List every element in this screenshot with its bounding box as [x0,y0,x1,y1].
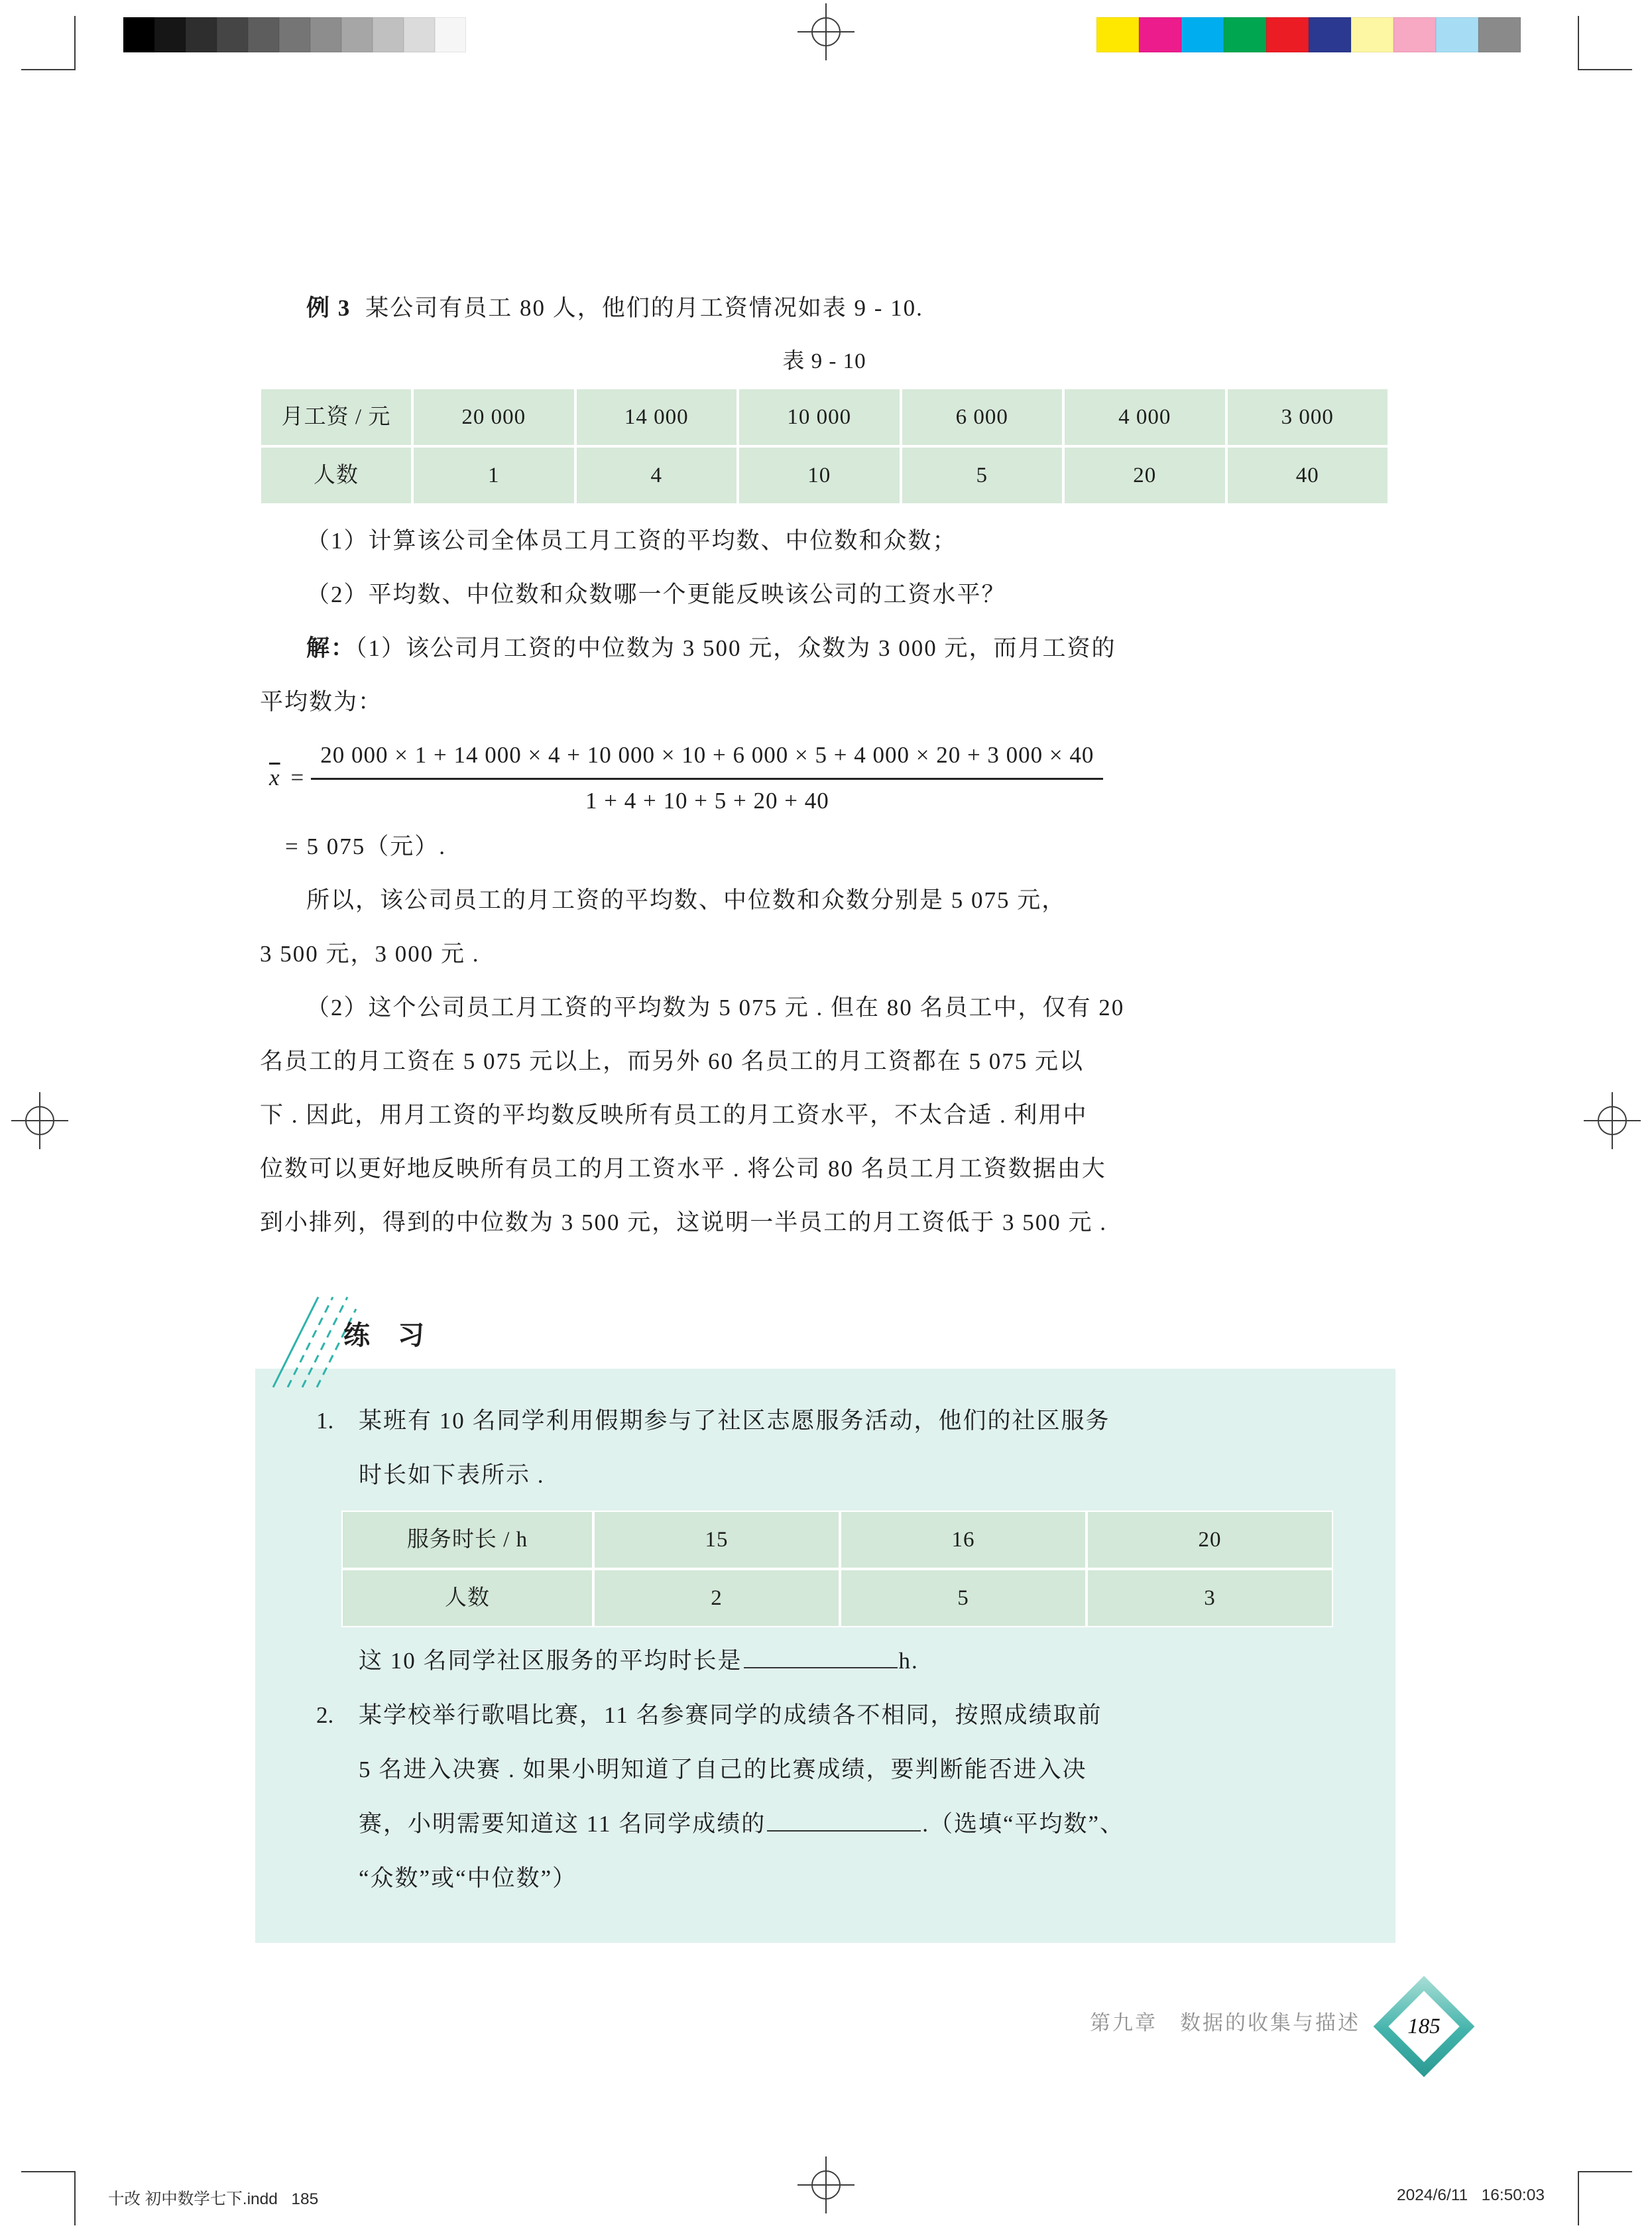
table-cell: 月工资 / 元 [260,388,412,446]
registration-circle [1598,1106,1627,1135]
table-cell: 4 [575,446,738,505]
item2-line-2: 5 名进入决赛 . 如果小明知道了自己的比赛成绩，要判断能否进入决 [359,1756,1087,1782]
conclusion-line-1: 所以，该公司员工的月工资的平均数、中位数和众数分别是 5 075 元， [306,887,1067,913]
table-cell: 6 000 [901,388,1064,446]
exercise-section-header [269,1284,1389,1369]
exercise-title: 练 习 [343,1320,435,1350]
color-swatch [1266,17,1309,52]
table-cell: 16 [840,1511,1087,1569]
registration-circle [811,2170,841,2200]
item2-line-4: “众数”或“中位数”） [359,1865,577,1891]
table-cell: 20 000 [412,388,575,446]
chapter-footer: 第九章 数据的收集与描述 [1090,2011,1360,2034]
item1-fill-line [316,1634,1395,1688]
color-swatch [1139,17,1181,52]
color-swatch [404,17,435,52]
color-swatch [341,17,373,52]
table-cell: 人数 [260,446,412,505]
crop-mark-top-left [21,16,76,70]
exercise-box [255,1369,1395,1943]
registration-mark-left [11,1092,68,1149]
equals-sign: = [290,765,305,791]
fill-in-blank [744,1644,898,1668]
print-imprint-timestamp: 2024/6/11 16:50:03 [1397,2186,1545,2204]
crop-mark-bottom-left [21,2171,76,2225]
crop-mark-bottom-right [1578,2171,1632,2225]
item2-fill-after: .（选填“平均数”、 [922,1810,1125,1837]
solution-line-1 [260,621,1389,675]
table-cell: 3 000 [1226,388,1389,446]
item1-text: 某班有 10 名同学利用假期参与了社区志愿服务活动，他们的社区服务 [359,1407,1110,1434]
table-cell: 4 000 [1063,388,1226,446]
color-calibration-bar [1096,17,1521,52]
formula-result: = 5 075（元）. [285,833,446,859]
table-cell: 5 [901,446,1064,505]
example-intro: 某公司有员工 80 人，他们的月工资情况如表 9 - 10. [365,295,923,321]
item1-fill-before: 这 10 名同学社区服务的平均时长是 [359,1647,742,1674]
solution-label: 解： [306,635,356,661]
color-swatch [1224,17,1266,52]
table-cell: 15 [593,1511,840,1569]
page-content [260,281,1389,1943]
part2-line-4: 位数可以更好地反映所有员工的月工资水平 . 将公司 80 名员工月工资数据由大 [260,1155,1106,1182]
registration-circle [25,1106,54,1135]
fill-in-blank [767,1807,921,1832]
part2-line-2: 名员工的月工资在 5 075 元以上，而另外 60 名员工的月工资都在 5 075 元以 [260,1048,1085,1074]
table-cell: 40 [1226,446,1389,505]
color-swatch [123,17,154,52]
color-swatch [154,17,186,52]
exercise-item-2 [255,1688,1395,1906]
fraction [311,741,1103,816]
table-cell: 3 [1087,1569,1333,1627]
salary-table [260,388,1389,505]
item2-fill-before: 赛，小明需要知道这 11 名同学成绩的 [359,1810,766,1837]
registration-mark-bottom [797,2156,855,2213]
table-cell: 服务时长 / h [341,1511,593,1569]
color-swatch [1309,17,1351,52]
conclusion-line-2: 3 500 元，3 000 元 . [260,940,480,967]
color-swatch [1181,17,1224,52]
table-cell: 10 000 [738,388,901,446]
part2-line-1: （2）这个公司员工月工资的平均数为 5 075 元 . 但在 80 名员工中，仅有 20 [306,994,1125,1021]
item1-number: 1. [316,1407,334,1434]
question-2: （2）平均数、中位数和众数哪一个更能反映该公司的工资水平？ [306,582,1006,607]
color-swatch [1096,17,1139,52]
color-swatch [373,17,404,52]
registration-mark-right [1584,1092,1641,1149]
color-swatch [1478,17,1521,52]
table-caption: 表 9 - 10 [782,349,866,373]
fraction-denominator: 1 + 4 + 10 + 5 + 20 + 40 [585,787,829,814]
table-cell: 10 [738,446,901,505]
part2-line-5: 到小排列，得到的中位数为 3 500 元，这说明一半员工的月工资低于 3 500 元 . [260,1209,1108,1235]
example-title [260,281,1389,335]
x-bar-variable: $\overline{x}$ [269,765,280,791]
registration-circle [811,17,841,46]
example-label: 例 3 [306,295,351,321]
question-1: （1）计算该公司全体员工月工资的平均数、中位数和众数； [306,528,957,554]
color-swatch [217,17,248,52]
solution-line-2: 平均数为： [260,689,383,715]
table-cell: 5 [840,1569,1087,1627]
item2-fill-line [316,1797,1395,1851]
item2-text: 某学校举行歌唱比赛，11 名参赛同学的成绩各不相同，按照成绩取前 [359,1702,1102,1728]
grayscale-calibration-bar [123,17,466,52]
table-cell: 2 [593,1569,840,1627]
color-swatch [248,17,279,52]
table-cell: 人数 [341,1569,593,1627]
color-swatch [1393,17,1436,52]
fraction-numerator: 20 000 × 1 + 14 000 × 4 + 10 000 × 10 + 6 000 × 5 + 4 000 × 20 + 3 000 × 40 [311,741,1103,780]
table-cell: 14 000 [575,388,738,446]
item1-fill-after: h. [898,1647,919,1674]
service-hours-table [341,1511,1333,1627]
print-imprint-left: 十改 初中数学七下.indd 185 [108,2190,319,2208]
color-swatch [435,17,466,52]
part2-line-3: 下 . 因此，用月工资的平均数反映所有员工的月工资水平，不太合适 . 利用中 [260,1101,1088,1128]
mean-formula [265,741,1389,816]
exercise-item-1 [255,1394,1395,1688]
registration-mark-top [797,3,855,60]
crop-mark-top-right [1578,16,1632,70]
salary-table-count-row [260,446,1389,505]
table-cell: 1 [412,446,575,505]
table-cell: 20 [1087,1511,1333,1569]
color-swatch [310,17,341,52]
item2-line-1 [316,1688,1395,1743]
item1-line-2: 时长如下表所示 . [359,1462,545,1488]
color-swatch [279,17,310,52]
color-swatch [186,17,217,52]
color-swatch [1436,17,1478,52]
item1-line-1 [316,1394,1395,1448]
color-swatch [1351,17,1393,52]
service-table-header-row [341,1511,1333,1569]
page-number-diamond [1383,1985,1465,2068]
service-table-count-row [341,1569,1333,1627]
page-number: 185 [1407,2014,1441,2038]
solution-text: （1）该公司月工资的中位数为 3 500 元，众数为 3 000 元，而月工资的 [355,635,1116,661]
salary-table-header-row [260,388,1389,446]
item2-number: 2. [316,1702,334,1728]
table-cell: 20 [1063,446,1226,505]
